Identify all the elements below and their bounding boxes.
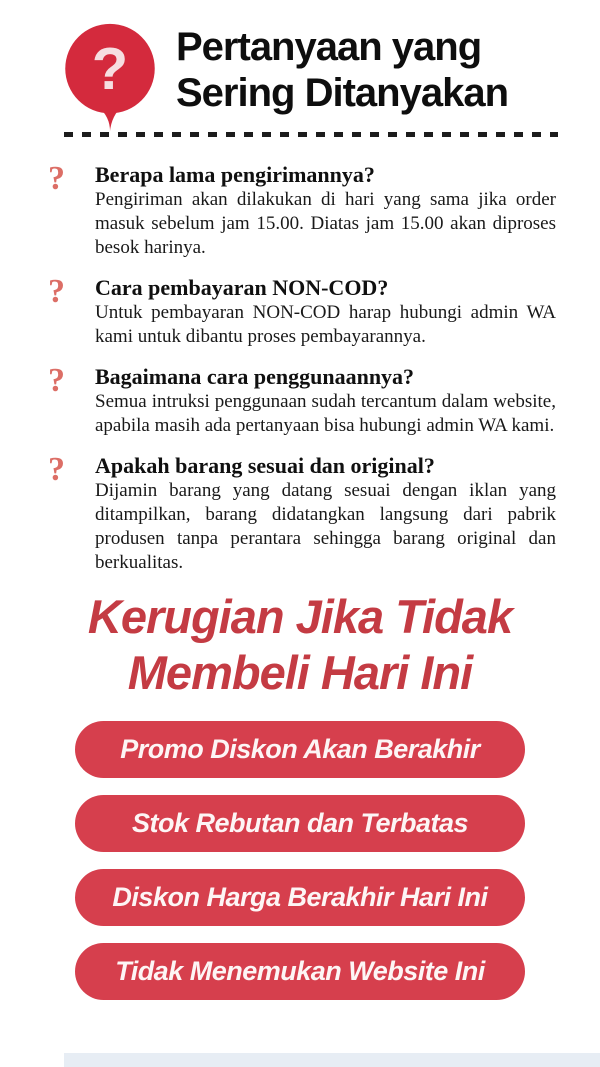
- loss-button-stack: [0, 721, 600, 1000]
- faq-list: [0, 161, 600, 575]
- page-title-line2: Sering Ditanyakan: [176, 71, 509, 115]
- faq-item-usage: [0, 363, 600, 438]
- faq-question: Berapa lama pengirimannya?: [95, 162, 375, 187]
- limited-stock-button[interactable]: Stok Rebutan dan Terbatas: [75, 795, 525, 852]
- faq-item-text: [95, 363, 556, 438]
- question-bubble-icon: [60, 22, 160, 132]
- loss-heading: [0, 589, 600, 701]
- faq-item-text: [95, 161, 556, 260]
- faq-item-text: [95, 452, 556, 575]
- faq-answer: Dijamin barang yang datang sesuai dengan iklan yang ditampilkan, barang didatangkan langsung dari pabrik produsen tanpa perantara sehingga barang original dan berkualitas.: [95, 480, 556, 573]
- faq-question: Apakah barang sesuai dan original?: [95, 453, 435, 478]
- faq-answer: Semua intruksi penggunaan sudah tercantum dalam website, apabila masih ada pertanyaan bisa hubungi admin WA kami.: [95, 391, 556, 436]
- faq-question: Cara pembayaran NON-COD?: [95, 275, 389, 300]
- question-mark-icon: ?: [48, 362, 65, 399]
- faq-header: [0, 0, 600, 132]
- faq-item-payment: [0, 274, 600, 349]
- faq-item-text: [95, 274, 556, 349]
- dashed-divider: [64, 132, 558, 137]
- discount-ends-today-button[interactable]: Diskon Harga Berakhir Hari Ini: [75, 869, 525, 926]
- loss-heading-line1: Kerugian Jika Tidak: [87, 590, 513, 643]
- faq-answer: Pengiriman akan dilakukan di hari yang sama jika order masuk sebelum jam 15.00. Diatas jam 15.00 akan diproses besok harinya.: [95, 189, 556, 258]
- page-title-line1: Pertanyaan yang: [176, 25, 482, 69]
- bubble-question-glyph: ?: [91, 35, 129, 103]
- bottom-bar: [64, 1053, 600, 1067]
- page-title: [176, 24, 508, 116]
- question-mark-icon: ?: [48, 160, 65, 197]
- faq-question: Bagaimana cara penggunaannya?: [95, 364, 415, 389]
- website-not-found-button[interactable]: Tidak Menemukan Website Ini: [75, 943, 525, 1000]
- loss-heading-line2: Membeli Hari Ini: [127, 646, 473, 699]
- faq-item-original: [0, 452, 600, 575]
- faq-answer: Untuk pembayaran NON-COD harap hubungi admin WA kami untuk dibantu proses pembayarannya.: [95, 302, 556, 347]
- faq-item-shipping: [0, 161, 600, 260]
- promo-ends-button[interactable]: Promo Diskon Akan Berakhir: [75, 721, 525, 778]
- question-mark-icon: ?: [48, 273, 65, 310]
- question-mark-icon: ?: [48, 451, 65, 488]
